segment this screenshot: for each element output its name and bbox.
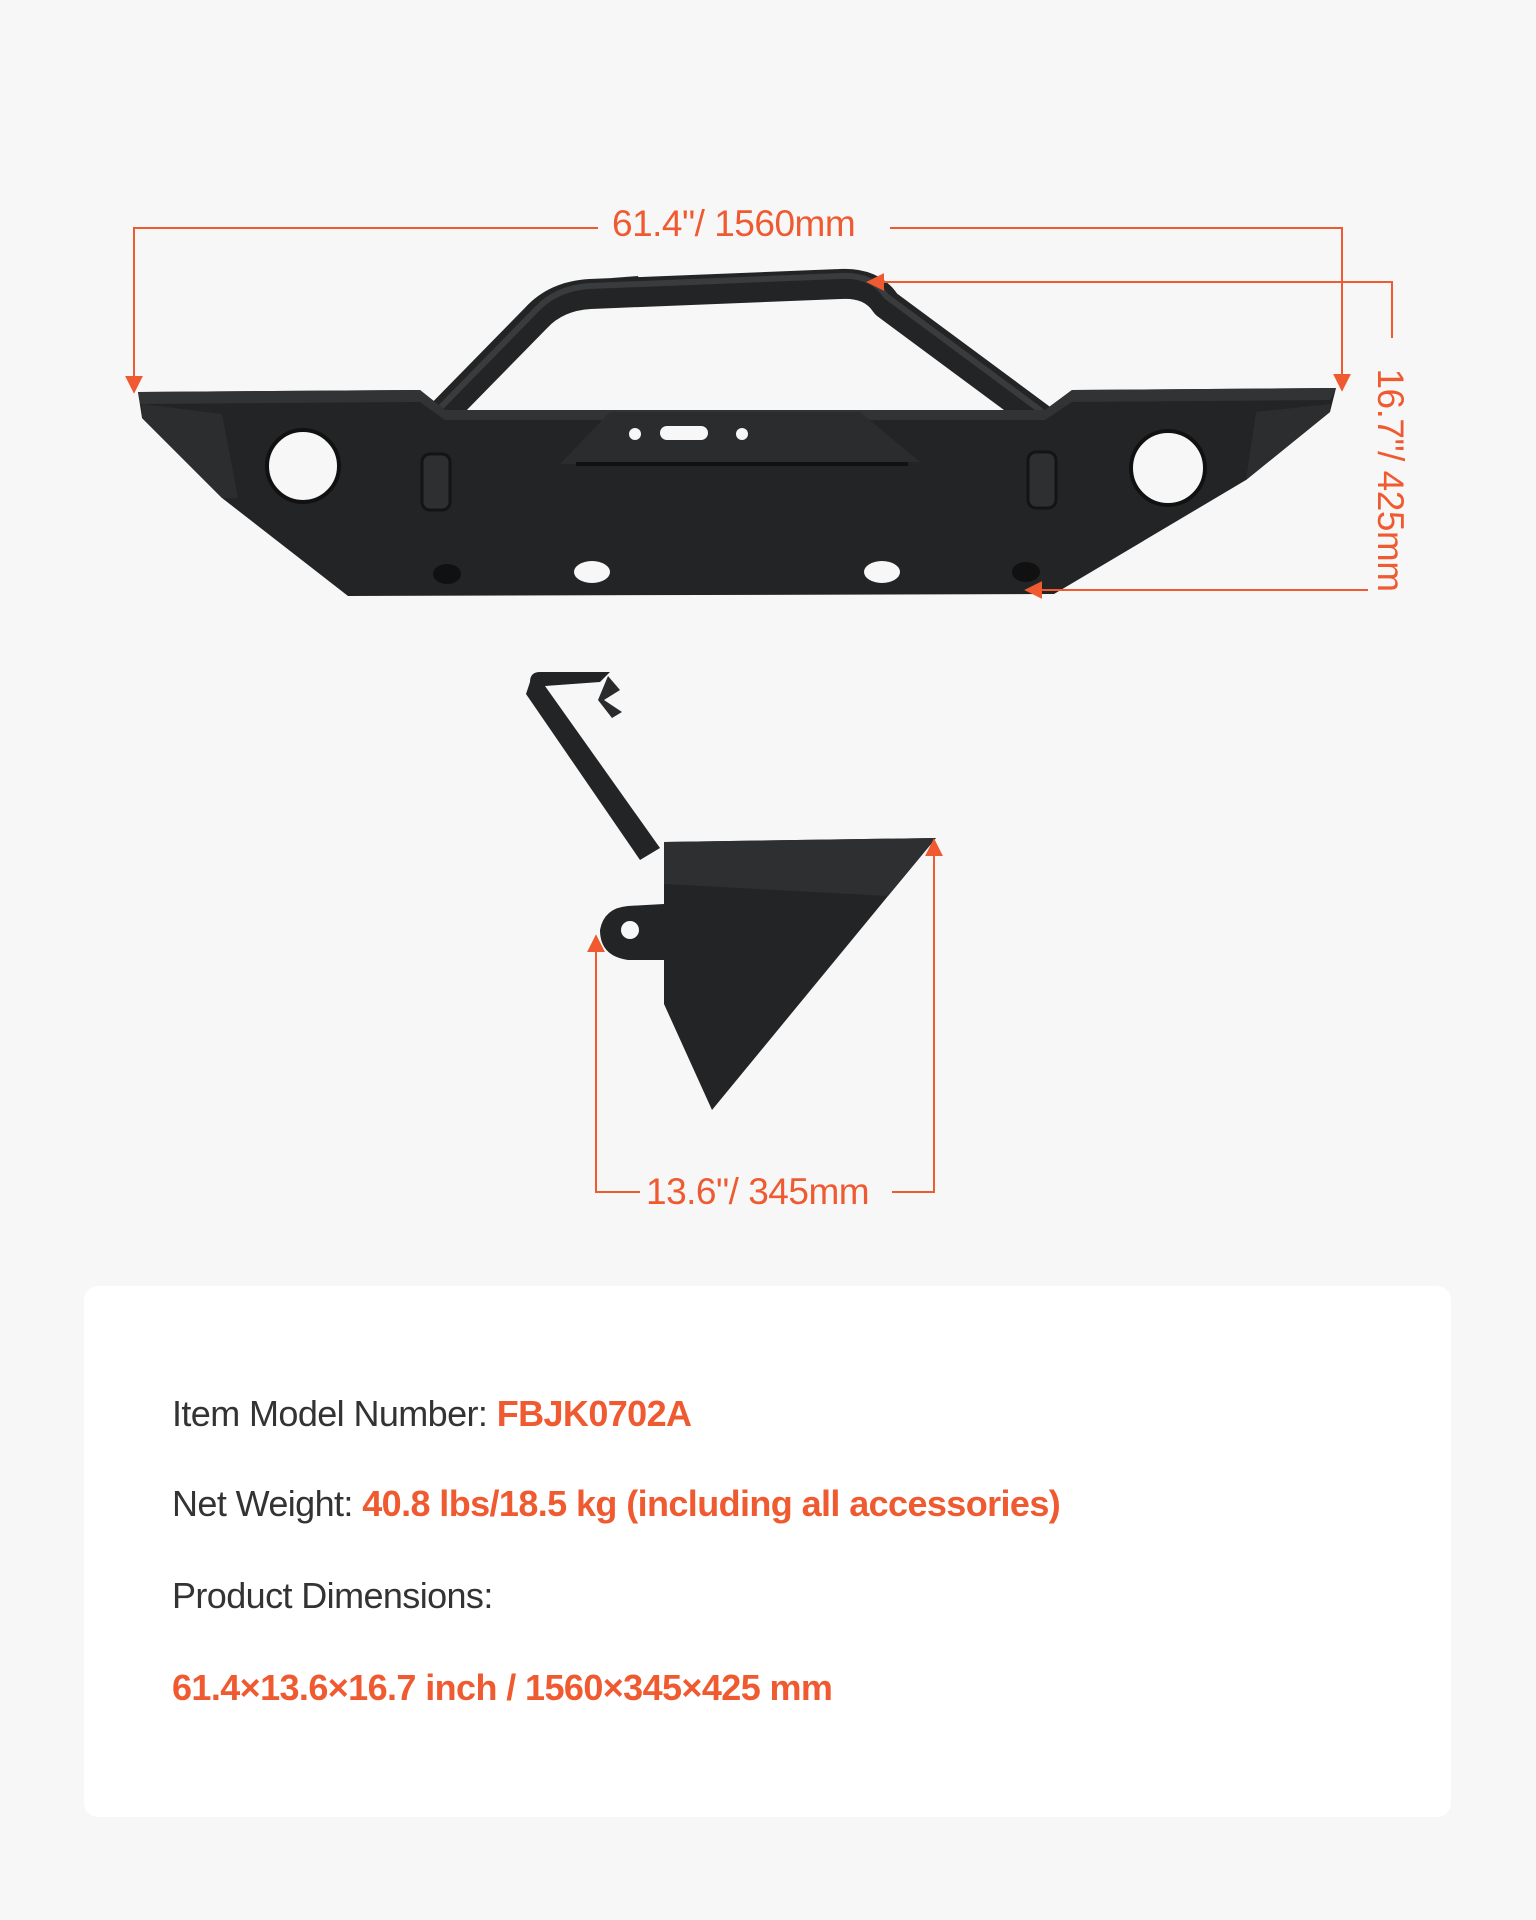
width-dimension-label: 61.4"/ 1560mm — [598, 202, 869, 246]
specifications-card — [84, 1286, 1451, 1817]
bumper-side-view — [526, 672, 936, 1110]
product-dimensions-value: 61.4×13.6×16.7 inch / 1560×345×425 mm — [172, 1667, 833, 1708]
depth-dimension-label: 13.6"/ 345mm — [640, 1170, 875, 1214]
net-weight-value: 40.8 lbs/18.5 kg (including all accessories) — [362, 1483, 1061, 1524]
net-weight-label: Net Weight: — [172, 1483, 363, 1524]
model-number-value: FBJK0702A — [496, 1393, 692, 1434]
bumper-front-view — [138, 272, 1336, 596]
model-number-row — [172, 1392, 691, 1436]
net-weight-row — [172, 1482, 1060, 1526]
height-dimension-label: 16.7"/ 425mm — [1368, 356, 1412, 603]
model-number-label: Item Model Number: — [172, 1393, 497, 1434]
product-dimensions-label: Product Dimensions: — [172, 1575, 493, 1616]
